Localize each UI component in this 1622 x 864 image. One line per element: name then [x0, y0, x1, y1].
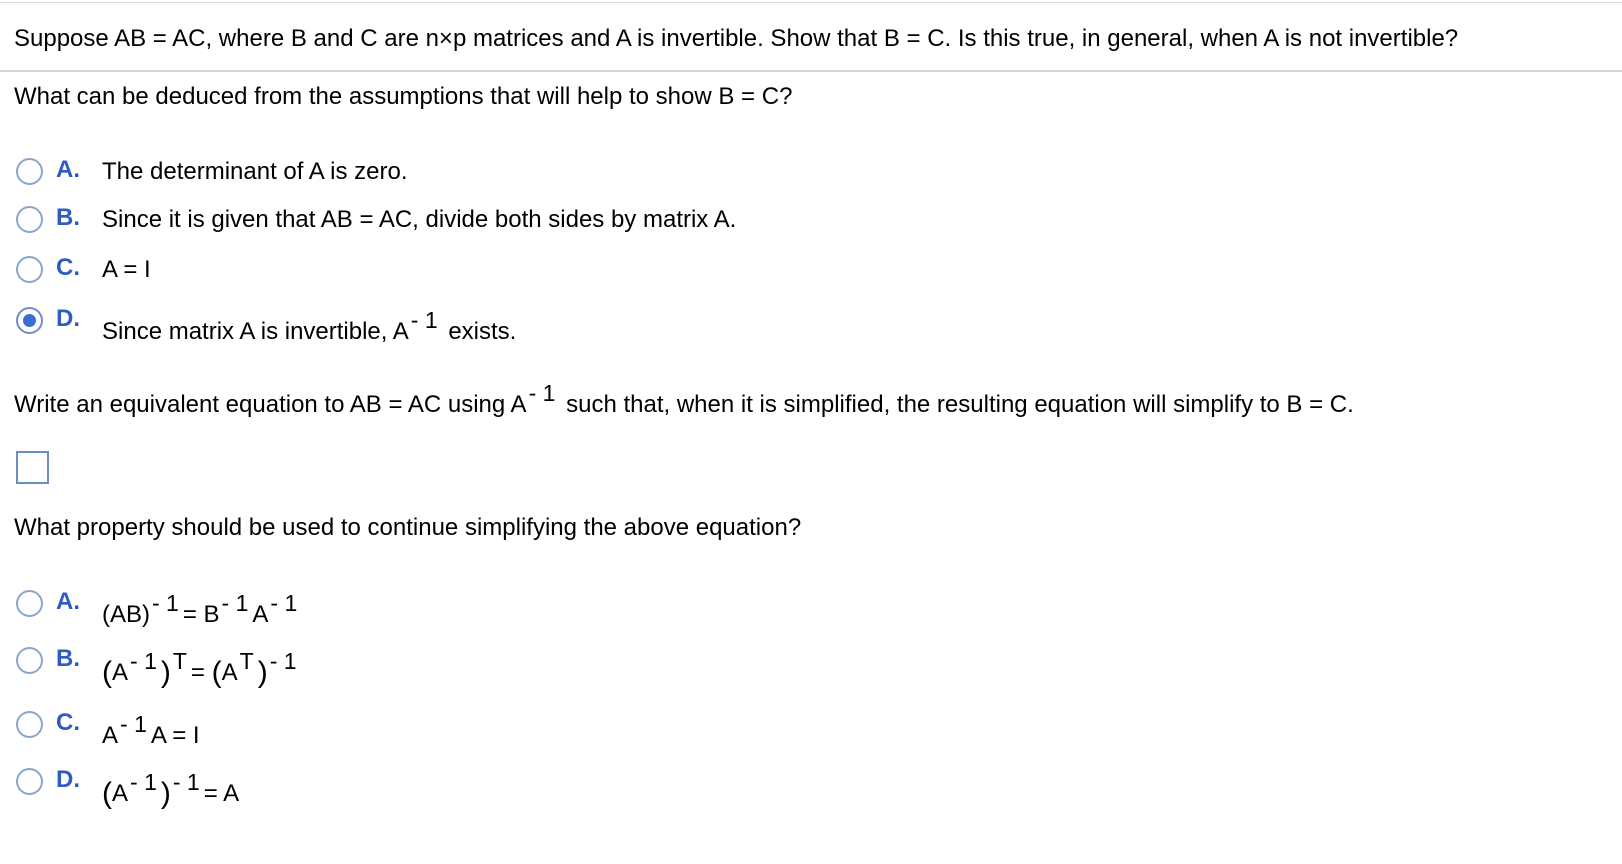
- radio-button[interactable]: [16, 647, 43, 674]
- part2-prompt-main: Write an equivalent equation to AB = AC using A: [14, 391, 527, 418]
- math-paren: (: [211, 656, 222, 689]
- math-sup: - 1: [172, 769, 200, 795]
- math-sup: - 1: [130, 648, 157, 674]
- inverse-superscript: - 1: [528, 380, 556, 406]
- radio-button[interactable]: [16, 768, 43, 795]
- option-letter: D.: [56, 766, 80, 793]
- math-sup: T: [239, 648, 254, 674]
- math-paren: ): [257, 656, 268, 689]
- radio-button[interactable]: [16, 590, 43, 617]
- option-math: [102, 769, 240, 810]
- math-sup: - 1: [221, 590, 249, 616]
- math-sup: - 1: [120, 711, 147, 737]
- math-paren: ): [160, 656, 171, 689]
- part3-prompt: What property should be used to continue simplifying the above equation?: [14, 514, 802, 541]
- math-sup: T: [172, 648, 187, 674]
- option-letter: A.: [56, 588, 80, 615]
- radio-button[interactable]: [16, 256, 43, 283]
- radio-button[interactable]: [16, 158, 43, 185]
- option-letter: C.: [56, 709, 80, 736]
- math-sup: - 1: [269, 648, 297, 674]
- option-text-main: Since matrix A is invertible, A: [102, 318, 409, 345]
- math-a: A: [221, 659, 238, 686]
- question-divider: [0, 70, 1622, 72]
- top-divider: [0, 2, 1622, 3]
- math-sup: - 1: [152, 590, 179, 616]
- part2-prompt: [14, 380, 1354, 419]
- option-letter: C.: [56, 254, 80, 281]
- part1-prompt: What can be deduced from the assumptions that will help to show B = C?: [14, 83, 793, 110]
- option-letter: B.: [56, 645, 80, 672]
- option-letter: B.: [56, 204, 80, 231]
- math-a: A: [102, 722, 119, 749]
- math-a: A: [112, 659, 129, 686]
- radio-button[interactable]: [16, 711, 43, 738]
- math-a: A: [112, 780, 129, 807]
- math-eq: =: [190, 659, 205, 686]
- math-rest: A = I: [150, 722, 200, 749]
- question-text: Suppose AB = AC, where B and C are n×p matrices and A is invertible. Show that B = C. Is this true, in general, when A is not invertible?: [14, 25, 1459, 52]
- math-eq: = B: [182, 601, 220, 628]
- option-letter: D.: [56, 305, 80, 332]
- inverse-superscript: - 1: [410, 307, 438, 333]
- option-text: Since it is given that AB = AC, divide both sides by matrix A.: [102, 206, 737, 233]
- option-text: A = I: [102, 256, 151, 283]
- option-math: [102, 648, 301, 689]
- math-sup: - 1: [130, 769, 157, 795]
- part2-prompt-tail: such that, when it is simplified, the resulting equation will simplify to B = C.: [566, 391, 1354, 418]
- option-math: [102, 711, 200, 750]
- math-paren: (: [102, 777, 112, 810]
- answer-input-box[interactable]: [16, 451, 49, 484]
- option-text: The determinant of A is zero.: [102, 158, 408, 185]
- radio-button[interactable]: [16, 206, 43, 233]
- radio-button-selected[interactable]: [16, 307, 43, 334]
- math-paren: (: [102, 656, 112, 689]
- math-ab: (AB): [102, 601, 150, 628]
- option-letter: A.: [56, 156, 80, 183]
- option-math: [102, 590, 301, 629]
- math-a: A: [252, 601, 269, 628]
- math-eq: = A: [203, 780, 240, 807]
- math-paren: ): [160, 777, 171, 810]
- option-text: [102, 307, 517, 346]
- option-text-tail: exists.: [448, 318, 517, 345]
- math-sup: - 1: [270, 590, 298, 616]
